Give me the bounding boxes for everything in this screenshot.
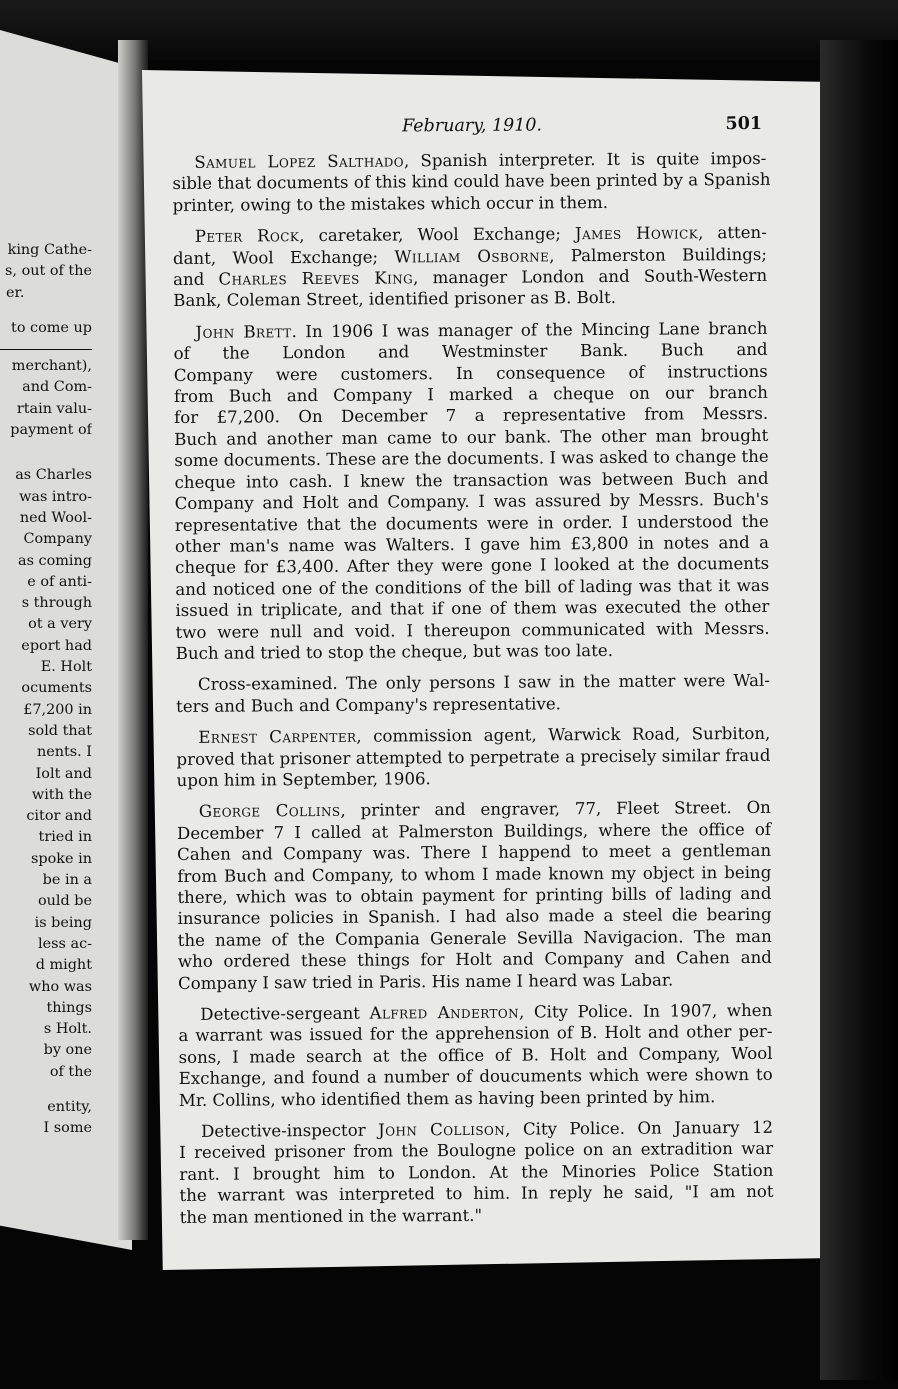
left-fragment: Company	[23, 531, 92, 548]
text-line: there, which was to obtain payment for printing bills of lading and	[177, 883, 772, 907]
left-fragment: Iolt and	[35, 765, 92, 782]
text-line: upon him in September, 1906.	[176, 769, 431, 790]
text-line: December 7 I called at Palmerston Buildings, where the office of	[176, 819, 772, 843]
right-page-text	[172, 114, 774, 1238]
left-fragment: payment of	[10, 422, 92, 439]
text-line: other man's name was Walters. I gave him £3,800 in notes and a	[174, 532, 770, 556]
left-page-text	[0, 240, 92, 1140]
left-fragment: and Com-	[22, 379, 92, 396]
left-fragment: things	[46, 999, 92, 1016]
left-fragment: ould be	[37, 893, 92, 910]
left-fragment: merchant),	[11, 358, 92, 375]
text-line: cheque into cash. I knew the transaction was between Buch and	[174, 468, 769, 492]
text-line: the name of the Compania Generale Sevilla Navigacion. The man	[177, 926, 772, 950]
text-line: cheque for £3,400. After they were gone I looked at the documents	[175, 554, 770, 578]
text-line: dant, Wool Exchange; William Osborne, Palmerston Buildings;	[172, 244, 768, 268]
text-line: a warrant was issued for the apprehension of B. Holt and other per-	[178, 1022, 773, 1046]
left-fragment: E. Holt	[40, 659, 92, 676]
left-fragment: spoke in	[31, 850, 92, 867]
left-fragment: s Holt.	[43, 1021, 92, 1038]
left-fragment: sold that	[28, 722, 92, 739]
left-fragment: to come up	[11, 319, 92, 336]
text-line: who ordered these things for Holt and Company and Cahen and	[177, 948, 772, 972]
text-line: for £7,200. On December 7 a representative from Messrs.	[174, 404, 769, 428]
text-line: George Collins, printer and engraver, 77, Fleet Street. On	[198, 798, 771, 822]
text-line: Company were customers. In consequence of instructions	[173, 361, 768, 385]
left-fragment: as coming	[18, 552, 92, 569]
running-title: February, 1910.	[401, 115, 543, 137]
text-line: Bank, Coleman Street, identified prisoner as B. Bolt.	[173, 288, 617, 311]
paragraph-carpenter	[176, 723, 770, 791]
left-fragment: who was	[28, 978, 92, 995]
left-fragment: entity,	[47, 1098, 92, 1115]
text-line: Cross-examined. The only persons I saw in the matter were Wal-	[197, 671, 771, 695]
text-line: printer, owing to the mistakes which occur in them.	[172, 192, 608, 215]
left-fragment: ocuments	[21, 680, 92, 697]
left-fragment: ned Wool-	[19, 509, 92, 526]
left-fragment: is being	[34, 914, 92, 931]
text-line: representative that the documents were in order. I understood the	[174, 511, 769, 535]
text-line: Company I saw tried in Paris. His name I heard was Labar.	[177, 970, 674, 993]
text-line: sible that documents of this kind could have been printed by a Spanish	[172, 170, 771, 194]
left-fragment: less ac-	[38, 935, 92, 952]
text-line: the man mentioned in the warrant."	[179, 1205, 483, 1227]
paragraph-brett	[173, 318, 769, 665]
text-line: Ernest Carpenter, commission agent, Warwick Road, Surbiton,	[198, 723, 771, 747]
text-line: ters and Buch and Company's representative.	[176, 694, 561, 716]
paragraph-collison	[179, 1117, 774, 1228]
left-divider	[0, 349, 92, 350]
left-fragment-group	[0, 1097, 92, 1140]
left-fragment: s through	[21, 595, 92, 612]
paragraph-anderton	[178, 1000, 773, 1111]
left-fragment: as Charles	[15, 467, 92, 484]
left-fragment-group	[0, 465, 92, 1083]
left-fragment: eport had	[21, 637, 92, 654]
right-edge-shadow	[820, 40, 898, 1380]
left-fragment: e of anti-	[27, 573, 92, 590]
left-fragment: was intro-	[19, 488, 92, 505]
text-line: two were null and void. I thereupon communicated with Messrs.	[175, 618, 770, 642]
text-line: proved that prisoner attempted to perpetrate a precisely similar fraud	[176, 745, 771, 769]
text-line: some documents. These are the documents. I was asked to change the	[174, 447, 769, 471]
left-fragment: rtain valu-	[16, 400, 92, 417]
left-fragment: er.	[6, 284, 25, 301]
left-fragment: be in a	[42, 872, 92, 889]
text-line: I received prisoner from the Boulogne police on an extradition war	[179, 1139, 774, 1163]
text-line: insurance policies in Spanish. I had also made a steel die bearing	[177, 905, 772, 929]
text-line: the warrant was interpreted to him. In reply he said, "I am not	[179, 1182, 774, 1206]
left-fragment: d might	[35, 957, 92, 974]
text-line: John Brett. In 1906 I was manager of the Mincing Lane branch	[195, 318, 768, 342]
text-line: issued in triplicate, and that if one of them was executed the other	[175, 596, 770, 621]
page-number: 501	[725, 113, 763, 135]
text-line: Exchange, and found a number of doucuments which were shown to	[178, 1065, 773, 1089]
left-fragment: ot a very	[28, 616, 92, 633]
text-line: from Buch and Company, to whom I made known my object in being	[177, 862, 772, 886]
left-fragment: citor and	[26, 808, 92, 825]
paragraph-rock	[173, 222, 768, 312]
text-line: Cahen and Company was. There I happend to meet a gentleman	[177, 841, 772, 865]
left-fragment: tried in	[38, 829, 92, 846]
book-gutter	[118, 40, 148, 1240]
text-line: Mr. Collins, who identified them as having been printed by him.	[178, 1086, 716, 1110]
left-fragment: nents. I	[36, 744, 92, 761]
text-line: Buch and tried to stop the cheque, but was too late.	[175, 640, 613, 663]
left-fragment: with the	[31, 786, 92, 803]
text-line: Detective-sergeant Alfred Anderton, City Police. In 1907, when	[200, 1000, 773, 1024]
running-header	[172, 114, 766, 152]
left-fragment: £7,200 in	[23, 701, 92, 718]
text-run: , Spanish interpreter. It is quite impos-	[403, 148, 767, 171]
text-line: from Buch and Company I marked a cheque on our branch	[173, 382, 768, 407]
text-line: Peter Rock, caretaker, Wool Exchange; James Howick, atten-	[194, 223, 767, 247]
paragraph-salthado	[172, 148, 771, 216]
left-fragment: s, out of the	[5, 263, 92, 280]
text-line: rant. I brought him to London. At the Minories Police Station	[179, 1160, 774, 1184]
paragraph-collins	[177, 797, 772, 994]
text-line: Buch and another man came to our bank. The other man brought	[174, 425, 769, 449]
left-fragment: of the	[49, 1063, 92, 1080]
text-line: and Charles Reeves King, manager London and South-Western	[173, 265, 768, 290]
text-line: sons, I made search at the office of B. Holt and Company, Wool	[178, 1043, 773, 1067]
paragraph-cross-examined	[176, 670, 770, 717]
text-line: Detective-inspector John Collison, City Police. On January 12	[201, 1117, 774, 1141]
left-fragment: king Cathe-	[7, 242, 92, 258]
left-fragment: I some	[43, 1120, 92, 1137]
text-line: Company and Holt and Company. I was assured by Messrs. Buch's	[174, 489, 769, 514]
text-line: of the London and Westminster Bank. Buch and	[173, 340, 768, 364]
left-fragment: by one	[43, 1042, 92, 1059]
witness-name: Samuel Lopez Salthado	[194, 151, 405, 172]
text-line: and noticed one of the conditions of the bill of lading was that it was	[175, 575, 770, 599]
